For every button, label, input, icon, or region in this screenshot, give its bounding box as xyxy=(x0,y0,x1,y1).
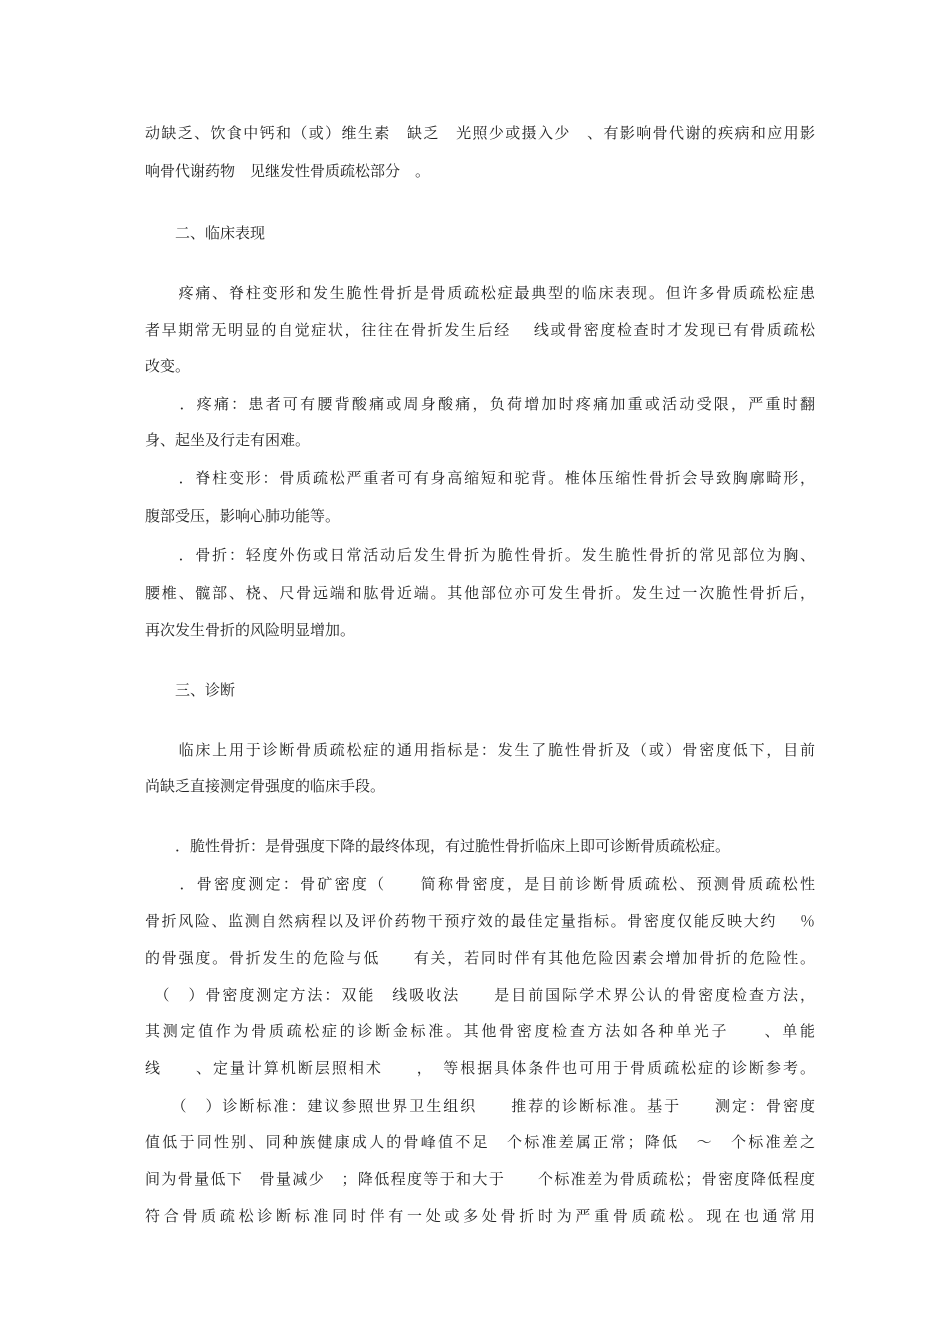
text-line: 者早期常无明显的自觉症状，往往在骨折发生后经 线或骨密度检查时才发现已有骨质疏松 xyxy=(145,321,815,339)
text-line: 符合骨质疏松诊断标准同时伴有一处或多处骨折时为严重骨质疏松。现在也通常用 xyxy=(145,1207,815,1225)
text-line: 尚缺乏直接测定骨强度的临床手段。 xyxy=(145,777,386,795)
section-heading: 二、临床表现 xyxy=(145,224,266,242)
text-line: 值低于同性别、同种族健康成人的骨峰值不足 个标准差属正常；降低 ～ 个标准差之 xyxy=(145,1133,815,1151)
text-line: ．骨密度测定：骨矿密度（ 简称骨密度，是目前诊断骨质疏松、预测骨质疏松性 xyxy=(145,875,815,893)
text-line: 改变。 xyxy=(145,357,191,375)
text-line: 身、起坐及行走有困难。 xyxy=(145,431,311,449)
text-line: ．脆性骨折：是骨强度下降的最终体现，有过脆性骨折临床上即可诊断骨质疏松症。 xyxy=(145,837,731,855)
text-line: 响骨代谢药物 见继发性骨质疏松部分 。 xyxy=(145,162,431,180)
text-line: 其测定值作为骨质疏松症的诊断金标准。其他骨密度检查方法如各种单光子 、单能 xyxy=(145,1022,815,1040)
text-line: 疼痛、脊柱变形和发生脆性骨折是骨质疏松症最典型的临床表现。但许多骨质疏松症患 xyxy=(145,284,815,302)
text-line: 腹部受压，影响心肺功能等。 xyxy=(145,507,341,525)
section-heading: 三、诊断 xyxy=(145,681,236,699)
text-line: 间为骨量低下 骨量减少 ；降低程度等于和大于 个标准差为骨质疏松；骨密度降低程度 xyxy=(145,1170,815,1188)
text-line: 线 、定量计算机断层照相术 ， 等根据具体条件也可用于骨质疏松症的诊断参考。 xyxy=(145,1059,815,1077)
text-line: 的骨强度。骨折发生的危险与低 有关，若同时伴有其他危险因素会增加骨折的危险性。 xyxy=(145,949,815,967)
text-line: ．疼痛：患者可有腰背酸痛或周身酸痛，负荷增加时疼痛加重或活动受限，严重时翻 xyxy=(145,395,815,413)
text-line: 动缺乏、饮食中钙和（或）维生素 缺乏 光照少或摄入少 、有影响骨代谢的疾病和应用影 xyxy=(145,124,815,142)
text-line: ．骨折：轻度外伤或日常活动后发生骨折为脆性骨折。发生脆性骨折的常见部位为胸、 xyxy=(145,546,815,564)
text-line: 骨折风险、监测自然病程以及评价药物干预疗效的最佳定量指标。骨密度仅能反映大约 ％ xyxy=(145,912,815,930)
text-line: 腰椎、髋部、桡、尺骨远端和肱骨近端。其他部位亦可发生骨折。发生过一次脆性骨折后， xyxy=(145,584,815,602)
text-line: 临床上用于诊断骨质疏松症的通用指标是：发生了脆性骨折及（或）骨密度低下，目前 xyxy=(145,741,815,759)
text-line: 再次发生骨折的风险明显增加。 xyxy=(145,621,356,639)
text-line: （ ）骨密度测定方法：双能 线吸收法 是目前国际学术界公认的骨密度检查方法， xyxy=(145,986,815,1004)
text-line: （ ）诊断标准：建议参照世界卫生组织 推荐的诊断标准。基于 测定：骨密度 xyxy=(145,1097,815,1115)
text-line: ．脊柱变形：骨质疏松严重者可有身高缩短和驼背。椎体压缩性骨折会导致胸廓畸形， xyxy=(145,469,815,487)
